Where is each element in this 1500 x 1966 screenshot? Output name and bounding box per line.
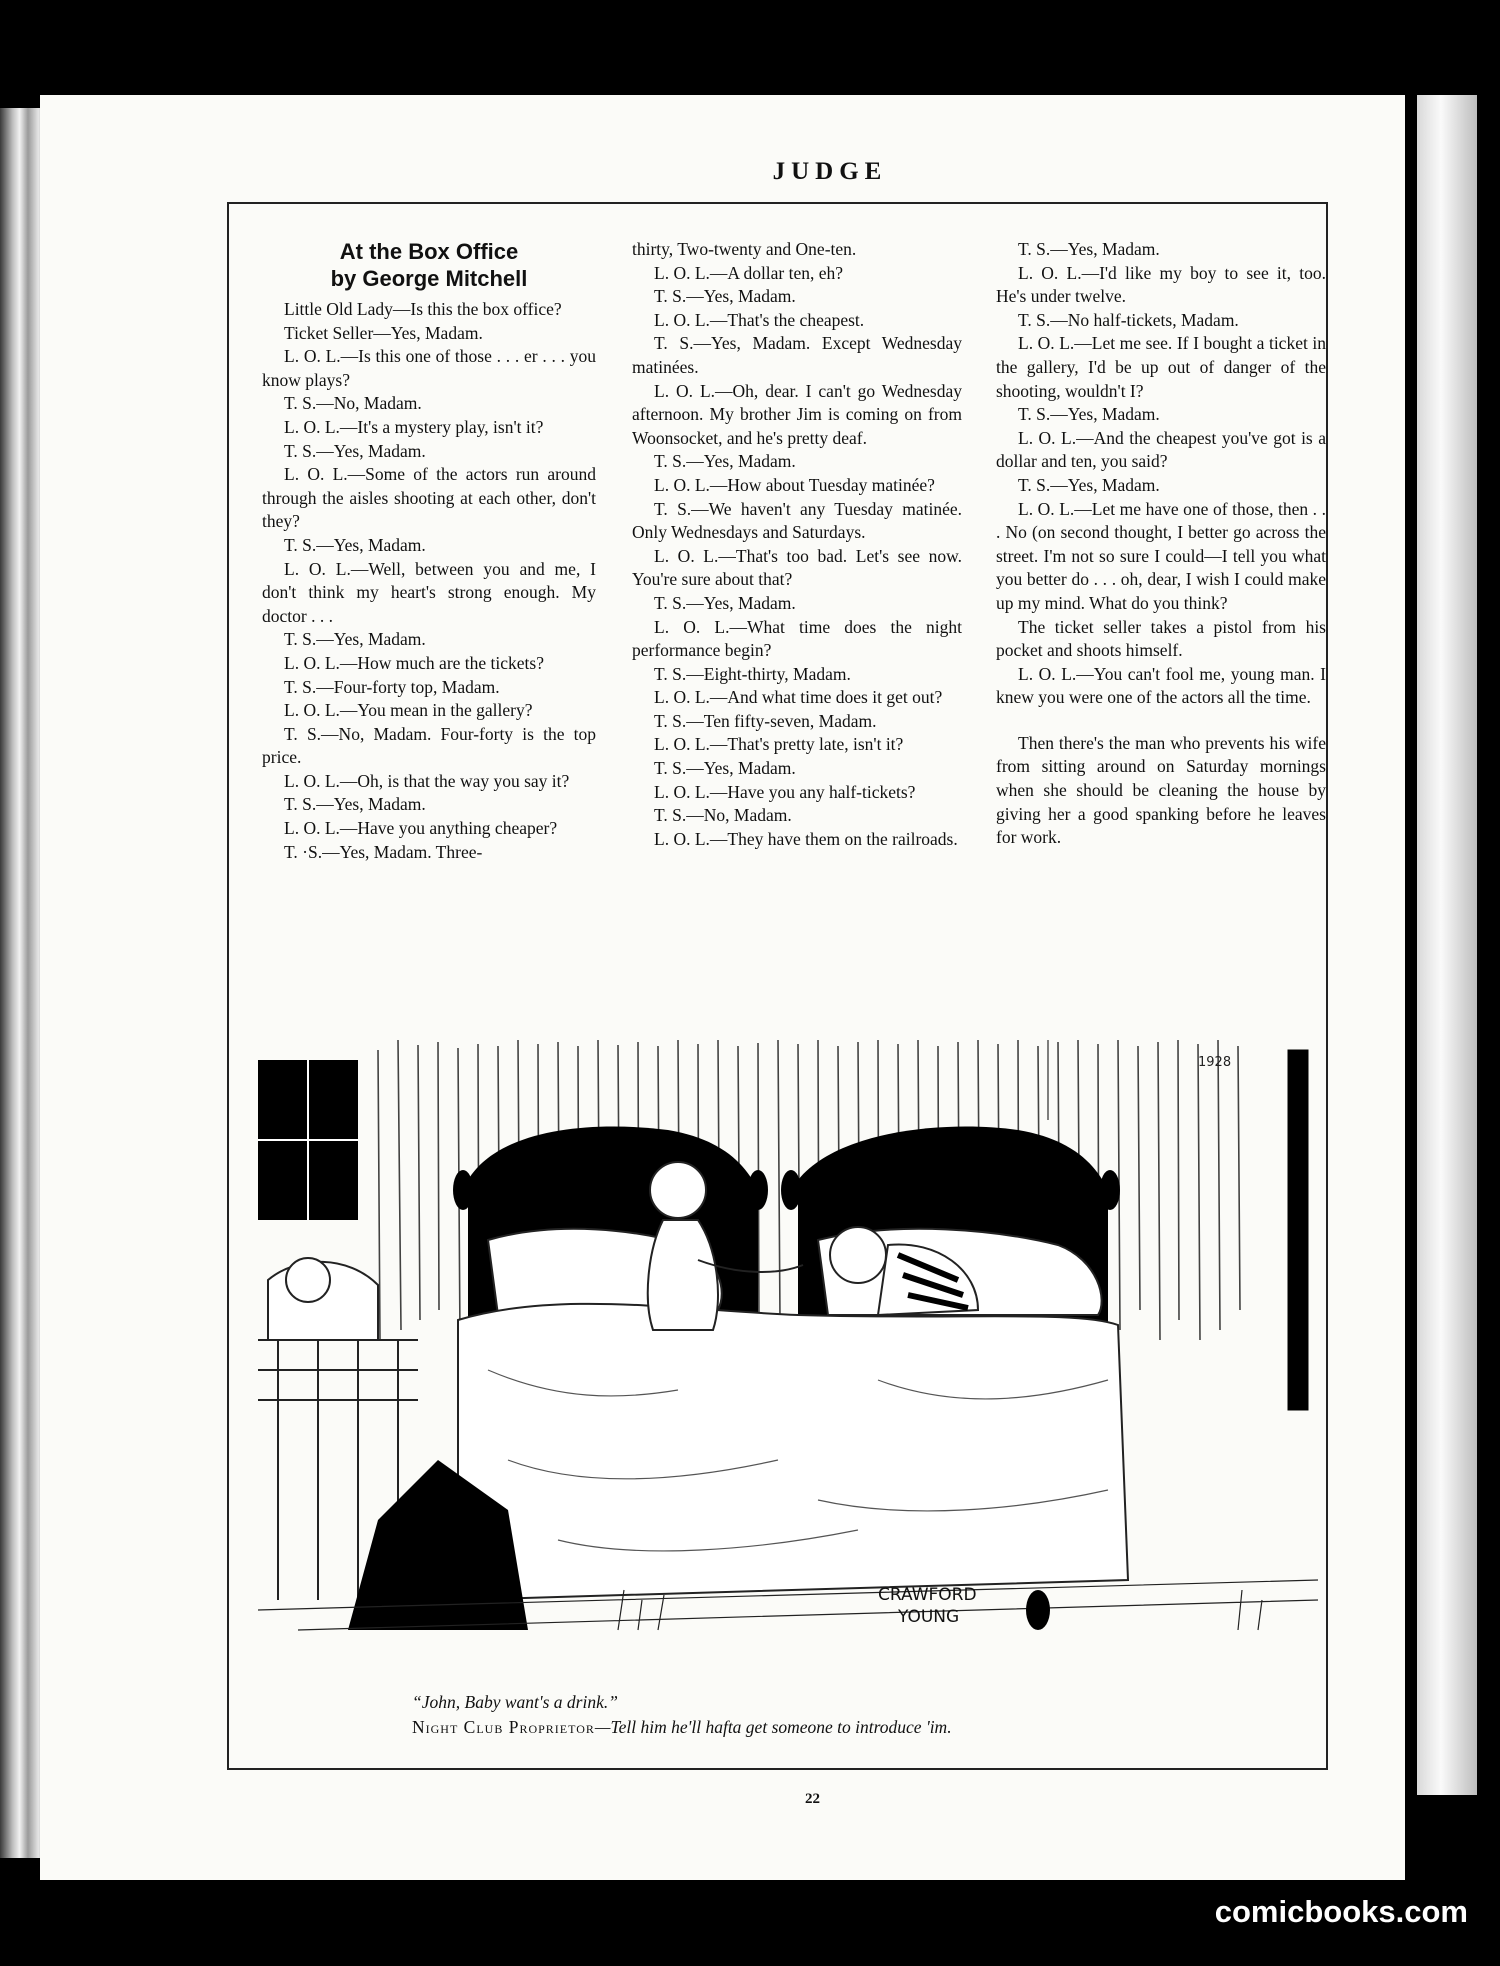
dialogue-line: The ticket seller takes a pistol from his pocket and shoots himself.: [996, 616, 1326, 661]
col1-text: [262, 298, 596, 864]
dialogue-line: L. O. L.—And the cheapest you've got is a dollar and ten, you said?: [996, 427, 1326, 472]
col2-text: [632, 238, 962, 851]
caption-line-1: “John, Baby want's a drink.”: [412, 1692, 618, 1712]
dialogue-line: L. O. L.—Let me have one of those, then . . . No (on second thought, I better go across the street. I'm not so sure I could—I tell you what you better do . . . oh, dear, I wish I could make up my mind. What do you think?: [996, 498, 1326, 613]
dialogue-line: L. O. L.—How much are the tickets?: [284, 652, 544, 673]
cartoon-caption: [412, 1690, 952, 1740]
anecdote: Then there's the man who prevents his wife from sitting around on Saturday mornings when she should be cleaning the house by giving her a good spanking before he leaves for work.: [996, 732, 1326, 848]
dialogue-line: T. S.—Ten fifty-seven, Madam.: [654, 710, 877, 731]
dialogue-line: L. O. L.—Oh, dear. I can't go Wednesday afternoon. My brother Jim is coming on from Woonsocket, and he's pretty deaf.: [632, 380, 962, 448]
dialogue-line: T. S.—No, Madam.: [654, 805, 792, 826]
site-watermark: comicbooks.com: [1214, 1894, 1468, 1929]
dialogue-line: T. S.—Yes, Madam.: [284, 534, 426, 555]
dialogue-line: T. ·S.—Yes, Madam. Three-: [284, 841, 483, 862]
dialogue-line: L. O. L.—And what time does it get out?: [654, 687, 943, 708]
dialogue-line: Ticket Seller—Yes, Madam.: [284, 322, 483, 343]
dialogue-line: L. O. L.—How about Tuesday matinée?: [654, 474, 935, 495]
dialogue-line: L. O. L.—I'd like my boy to see it, too. He's under twelve.: [996, 262, 1326, 307]
date-mark: 1928: [1198, 1055, 1232, 1070]
col3-text: [996, 238, 1326, 710]
dialogue-line: T. S.—Yes, Madam.: [284, 440, 426, 461]
dialogue-line: T. S.—Yes, Madam.: [1018, 239, 1160, 259]
dialogue-line: T. S.—Yes, Madam.: [284, 629, 426, 650]
facing-page-edge: [1405, 85, 1500, 1885]
dialogue-line: L. O. L.—Is this one of those . . . er . . . you know plays?: [262, 346, 596, 390]
dialogue-line: Little Old Lady—Is this the box office?: [284, 299, 562, 319]
running-head: JUDGE: [772, 158, 888, 185]
dialogue-line: T. S.—No half-tickets, Madam.: [1018, 309, 1239, 330]
dialogue-line: L. O. L.—What time does the night performance begin?: [632, 616, 962, 661]
dialogue-line: T. S.—We haven't any Tuesday matinée. Only Wednesdays and Saturdays.: [632, 498, 962, 543]
dialogue-line: T. S.—Eight-thirty, Madam.: [654, 663, 851, 684]
dialogue-line: T. S.—No, Madam. Four-forty is the top price.: [262, 723, 596, 768]
dialogue-line: T. S.—Four-forty top, Madam.: [284, 676, 500, 697]
article-column-1: [262, 238, 596, 864]
dialogue-line: L. O. L.—They have them on the railroads.: [654, 828, 958, 849]
dialogue-line: T. S.—Yes, Madam.: [284, 794, 426, 815]
dialogue-line: L. O. L.—You mean in the gallery?: [284, 700, 533, 721]
dialogue-line: T. S.—Yes, Madam.: [654, 451, 796, 472]
dialogue-line: L. O. L.—Well, between you and me, I don't think my heart's strong enough. My doctor . . .: [262, 558, 596, 626]
bedspread: [458, 1304, 1128, 1600]
dialogue-line: T. S.—Yes, Madam.: [1018, 404, 1160, 425]
page-number: 22: [805, 1791, 820, 1807]
dialogue-line: T. S.—Yes, Madam.: [654, 758, 796, 779]
dialogue-line: thirty, Two-twenty and One-ten.: [632, 239, 857, 259]
byline: by George Mitchell: [330, 266, 528, 291]
caption-dialogue: —Tell him he'll hafta get someone to introduce 'im.: [594, 1717, 952, 1737]
dialogue-line: L. O. L.—It's a mystery play, isn't it?: [284, 416, 544, 437]
dialogue-line: L. O. L.—Oh, is that the way you say it?: [284, 770, 570, 791]
dialogue-line: T. S.—No, Madam.: [284, 393, 422, 414]
dialogue-line: T. S.—Yes, Madam.: [654, 592, 796, 613]
dialogue-line: L. O. L.—Have you anything cheaper?: [284, 818, 558, 839]
dialogue-line: L. O. L.—Have you any half-tickets?: [654, 781, 916, 802]
caption-speaker: Night Club Proprietor: [412, 1717, 595, 1737]
dialogue-line: T. S.—Yes, Madam. Except Wednesday matinées.: [632, 333, 962, 377]
title-text: At the Box Office: [339, 239, 519, 264]
dialogue-line: L. O. L.—That's too bad. Let's see now. You're sure about that?: [632, 545, 962, 590]
cartoon-illustration: [258, 1040, 1324, 1660]
dialogue-line: L. O. L.—You can't fool me, young man. I knew you were one of the actors all the time.: [996, 663, 1326, 708]
article-column-2: [632, 238, 962, 851]
article-column-3: [996, 238, 1326, 850]
dialogue-line: L. O. L.—Some of the actors run around through the aisles shooting at each other, don't they?: [262, 464, 596, 532]
dialogue-line: L. O. L.—That's pretty late, isn't it?: [654, 734, 904, 755]
dialogue-line: L. O. L.—Let me see. If I bought a ticket in the gallery, I'd be up out of danger of the shooting, wouldn't I?: [996, 333, 1326, 401]
artist-signature-2: YOUNG: [898, 1607, 960, 1627]
dialogue-line: L. O. L.—That's the cheapest.: [654, 309, 865, 330]
article-title: [262, 238, 596, 292]
artist-signature: CRAWFORD: [878, 1585, 977, 1605]
caption-line-2: [412, 1715, 952, 1740]
dialogue-line: T. S.—Yes, Madam.: [654, 286, 796, 307]
dialogue-line: L. O. L.—A dollar ten, eh?: [654, 262, 844, 283]
dialogue-line: T. S.—Yes, Madam.: [1018, 474, 1160, 495]
